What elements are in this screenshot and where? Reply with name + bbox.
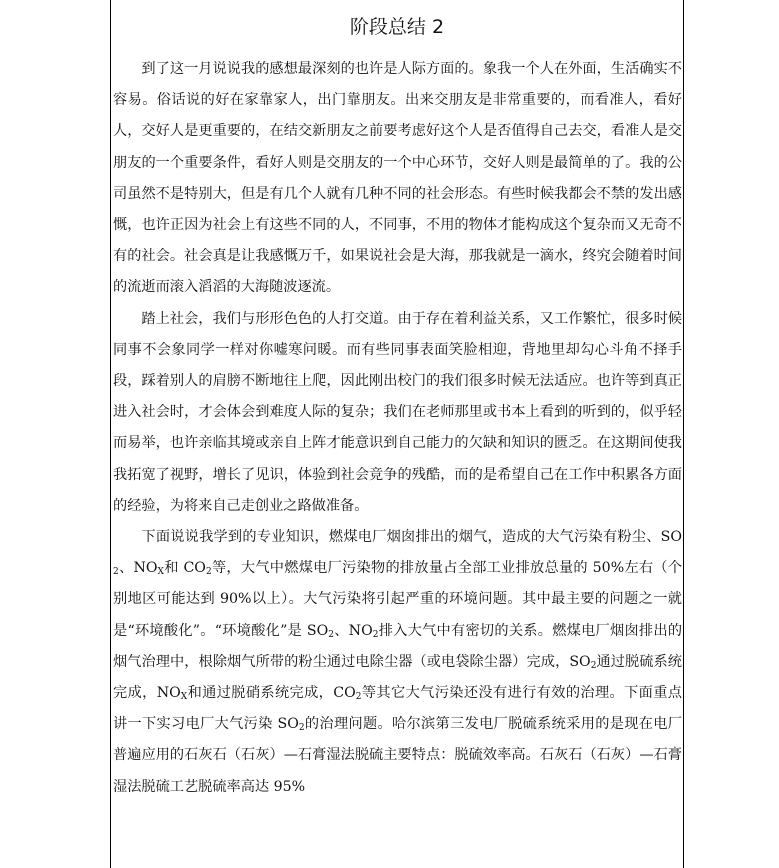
subscript: 2 xyxy=(205,567,212,578)
subscript: 2 xyxy=(590,660,597,671)
paragraph xyxy=(113,304,682,522)
document-body xyxy=(111,54,683,803)
text-run: 踏上社会，我们与形形色色的人打交道。由于存在着利益关系，又工作繁忙，很多时候同事不会象同学一样对你嘘寒问暖。而有些同事表面笑脸相迎，背地里却勾心斗角不择手段，踩着别人的肩膀不断地往上爬，因此刚出校门的我们很多时候无法适应。也许等到真正进入社会时，才会体会到难度人际的复杂；我们在老师那里或书本上看到的听到的，似乎轻而易举，也许亲临其境或亲自上阵才能意识到自己能力的欠缺和知识的匮乏。在这期间使我我拓宽了视野，增长了见识，体验到社会竞争的残酷，而的是希望自己在工作中积累各方面的经验，为将来自己走创业之路做准备。 xyxy=(113,310,682,514)
subscript: X xyxy=(157,567,164,578)
text-run: 通过脱硫系统完成，NO xyxy=(113,653,682,702)
subscript: 2 xyxy=(328,629,334,640)
text-run: 排入大气中有密切的关系。燃煤电厂烟囱排出的烟气治理中，根除烟气所带的粉尘通过电除尘器（或电袋除尘器）完成，SO xyxy=(113,622,683,670)
subscript: 2 xyxy=(355,692,362,703)
document-page xyxy=(110,0,684,868)
subscript: 2 xyxy=(113,567,119,578)
text-run: 等，大气中燃煤电厂污染物的排放量占全部工业排放总量的 50%左右（个别地区可能达到 90%以上）。大气污染将引起严重的环境问题。其中最主要的问题之一就是“环境酸化”。“环境酸化”是 SO xyxy=(113,560,683,639)
text-run: 和 CO xyxy=(163,560,206,577)
document-title: 阶段总结 2 xyxy=(349,16,445,38)
text-run: 到了这一月说说我的感想最深刻的也许是人际方面的。象我一个人在外面，生活确实不容易。俗话说的好在家靠家人，出门靠朋友。出来交朋友是非常重要的，而看准人，看好人，交好人是更重要的，在结交新朋友之前要考虑好这个人是否值得自己去交，看准人是交朋友的一个重要条件，看好人则是交朋友的一个中心环节，交好人则是最简单的了。我的公司虽然不是特别大，但是有几个人就有几种不同的社会形态。有些时候我都会不禁的发出感慨，也许正因为社会上有这些不同的人，不同事，不用的物体才能构成这个复杂而又无奇不有的社会。社会真是让我感慨万千，如果说社会是大海，那我就是一滴水，终究会随着时间的流逝而滚入滔滔的大海随波逐流。 xyxy=(113,61,682,296)
subscript: X xyxy=(180,692,188,703)
text-run: 、NO xyxy=(333,622,373,639)
text-run: 、NO xyxy=(118,560,158,577)
text-run: 等其它大气污染还没有进行有效的治理。下面重点讲一下实习电厂大气污染 SO xyxy=(113,685,682,733)
paragraph xyxy=(113,54,682,304)
paragraph xyxy=(113,522,682,803)
text-run: 下面说说我学到的专业知识，燃煤电厂烟囱排出的烟气，造成的大气污染有粉尘、SO xyxy=(141,529,682,546)
text-run: 的治理问题。哈尔滨第三发电厂脱硫系统采用的是现在电厂普遍应用的石灰石（石灰）—石膏湿法脱硫主要特点：脱硫效率高。石灰石（石灰）—石膏湿法脱硫工艺脱硫率高达 95% xyxy=(113,716,682,795)
subscript: 2 xyxy=(298,723,305,734)
subscript: 2 xyxy=(372,629,379,640)
text-run: 和通过脱硝系统完成，CO xyxy=(187,685,356,702)
